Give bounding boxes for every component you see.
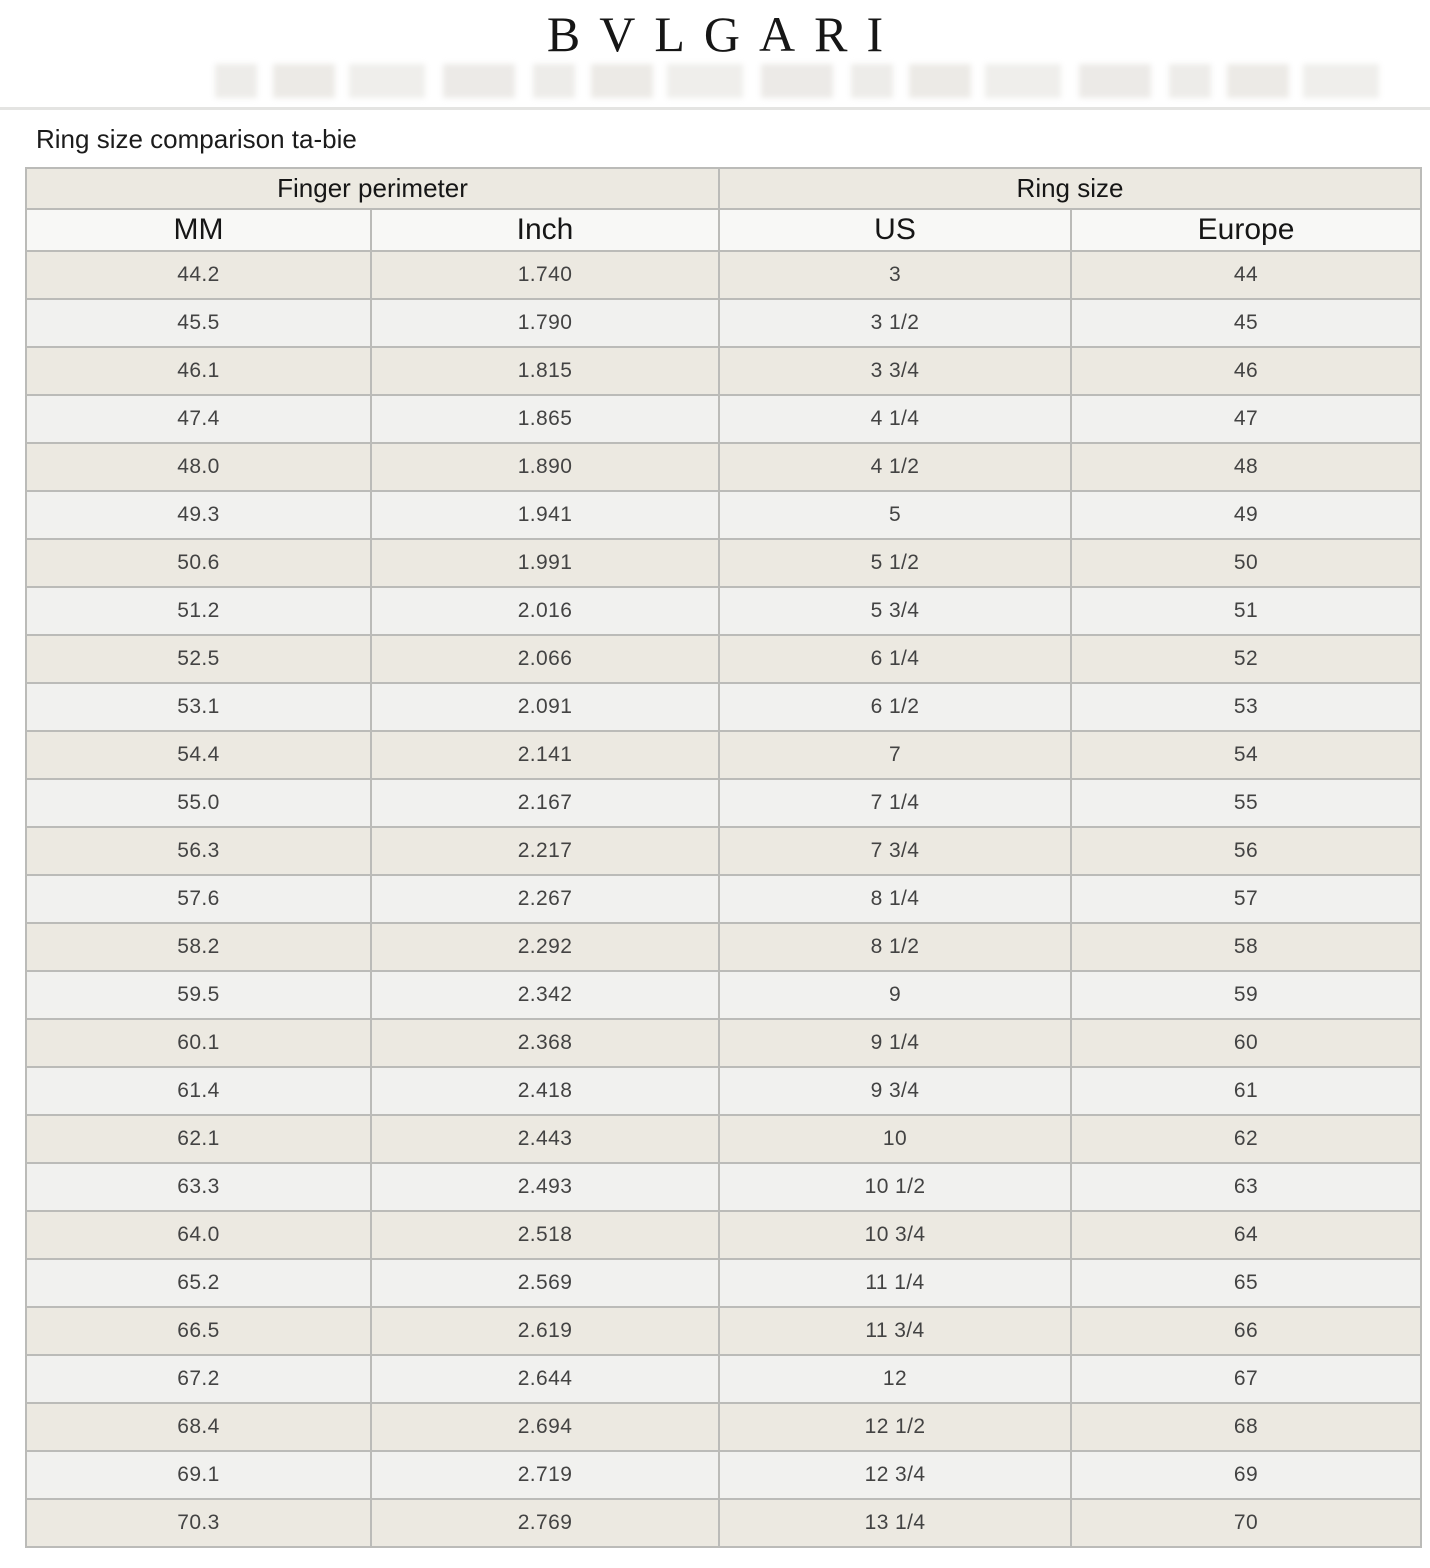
table-row	[26, 1019, 1421, 1067]
cell-us: 6 1/4	[719, 635, 1071, 683]
cell-europe: 61	[1071, 1067, 1421, 1115]
cell-europe: 51	[1071, 587, 1421, 635]
cell-us: 8 1/4	[719, 875, 1071, 923]
cell-us: 6 1/2	[719, 683, 1071, 731]
ghost-text-decoration	[215, 64, 1390, 98]
cell-mm: 49.3	[26, 491, 371, 539]
cell-us: 10 3/4	[719, 1211, 1071, 1259]
cell-inch: 1.890	[371, 443, 719, 491]
column-header-europe: Europe	[1071, 209, 1421, 251]
cell-europe: 54	[1071, 731, 1421, 779]
cell-us: 4 1/2	[719, 443, 1071, 491]
cell-mm: 65.2	[26, 1259, 371, 1307]
cell-europe: 44	[1071, 251, 1421, 299]
column-header-us: US	[719, 209, 1071, 251]
cell-us: 13 1/4	[719, 1499, 1071, 1547]
group-header-finger-perimeter: Finger perimeter	[26, 168, 719, 209]
cell-europe: 58	[1071, 923, 1421, 971]
cell-us: 9 3/4	[719, 1067, 1071, 1115]
cell-us: 4 1/4	[719, 395, 1071, 443]
cell-inch: 2.091	[371, 683, 719, 731]
cell-europe: 60	[1071, 1019, 1421, 1067]
cell-europe: 55	[1071, 779, 1421, 827]
cell-inch: 1.740	[371, 251, 719, 299]
cell-us: 7 3/4	[719, 827, 1071, 875]
cell-mm: 45.5	[26, 299, 371, 347]
cell-inch: 1.790	[371, 299, 719, 347]
cell-europe: 49	[1071, 491, 1421, 539]
cell-inch: 2.342	[371, 971, 719, 1019]
cell-us: 11 1/4	[719, 1259, 1071, 1307]
cell-europe: 65	[1071, 1259, 1421, 1307]
table-row	[26, 1211, 1421, 1259]
column-header-inch: Inch	[371, 209, 719, 251]
cell-us: 3 3/4	[719, 347, 1071, 395]
table-row	[26, 539, 1421, 587]
cell-europe: 57	[1071, 875, 1421, 923]
cell-europe: 48	[1071, 443, 1421, 491]
table-row	[26, 587, 1421, 635]
cell-us: 5	[719, 491, 1071, 539]
cell-us: 9 1/4	[719, 1019, 1071, 1067]
group-header-ring-size: Ring size	[719, 168, 1421, 209]
cell-inch: 2.569	[371, 1259, 719, 1307]
table-row	[26, 443, 1421, 491]
cell-mm: 54.4	[26, 731, 371, 779]
table-row	[26, 635, 1421, 683]
cell-inch: 2.217	[371, 827, 719, 875]
cell-mm: 52.5	[26, 635, 371, 683]
cell-inch: 2.292	[371, 923, 719, 971]
cell-europe: 66	[1071, 1307, 1421, 1355]
group-header-row	[26, 168, 1421, 209]
cell-us: 3	[719, 251, 1071, 299]
table-row	[26, 875, 1421, 923]
cell-inch: 2.769	[371, 1499, 719, 1547]
cell-europe: 52	[1071, 635, 1421, 683]
table-row	[26, 923, 1421, 971]
cell-us: 5 3/4	[719, 587, 1071, 635]
brand-logo: BVLGARI	[546, 6, 903, 62]
cell-inch: 1.815	[371, 347, 719, 395]
cell-us: 12 3/4	[719, 1451, 1071, 1499]
cell-europe: 63	[1071, 1163, 1421, 1211]
column-header-row	[26, 209, 1421, 251]
cell-inch: 2.493	[371, 1163, 719, 1211]
cell-mm: 48.0	[26, 443, 371, 491]
table-row	[26, 1307, 1421, 1355]
cell-mm: 63.3	[26, 1163, 371, 1211]
cell-inch: 2.644	[371, 1355, 719, 1403]
cell-inch: 1.991	[371, 539, 719, 587]
cell-us: 9	[719, 971, 1071, 1019]
ring-size-table-body	[26, 251, 1421, 1547]
cell-europe: 68	[1071, 1403, 1421, 1451]
cell-mm: 69.1	[26, 1451, 371, 1499]
cell-inch: 2.418	[371, 1067, 719, 1115]
cell-europe: 47	[1071, 395, 1421, 443]
cell-mm: 50.6	[26, 539, 371, 587]
cell-inch: 2.719	[371, 1451, 719, 1499]
table-row	[26, 251, 1421, 299]
cell-mm: 64.0	[26, 1211, 371, 1259]
cell-mm: 70.3	[26, 1499, 371, 1547]
cell-us: 7	[719, 731, 1071, 779]
cell-mm: 44.2	[26, 251, 371, 299]
cell-inch: 1.865	[371, 395, 719, 443]
cell-mm: 51.2	[26, 587, 371, 635]
cell-mm: 67.2	[26, 1355, 371, 1403]
table-row	[26, 1451, 1421, 1499]
cell-mm: 66.5	[26, 1307, 371, 1355]
cell-inch: 2.141	[371, 731, 719, 779]
cell-europe: 59	[1071, 971, 1421, 1019]
cell-europe: 56	[1071, 827, 1421, 875]
table-row	[26, 1067, 1421, 1115]
table-row	[26, 1259, 1421, 1307]
cell-mm: 56.3	[26, 827, 371, 875]
table-row	[26, 1499, 1421, 1547]
table-row	[26, 395, 1421, 443]
table-row	[26, 1403, 1421, 1451]
cell-us: 10 1/2	[719, 1163, 1071, 1211]
column-header-mm: MM	[26, 209, 371, 251]
cell-inch: 2.443	[371, 1115, 719, 1163]
cell-mm: 58.2	[26, 923, 371, 971]
cell-inch: 1.941	[371, 491, 719, 539]
cell-europe: 69	[1071, 1451, 1421, 1499]
cell-inch: 2.619	[371, 1307, 719, 1355]
cell-us: 7 1/4	[719, 779, 1071, 827]
cell-mm: 62.1	[26, 1115, 371, 1163]
table-row	[26, 779, 1421, 827]
table-row	[26, 683, 1421, 731]
table-row	[26, 1115, 1421, 1163]
cell-europe: 67	[1071, 1355, 1421, 1403]
cell-mm: 53.1	[26, 683, 371, 731]
cell-mm: 46.1	[26, 347, 371, 395]
cell-europe: 64	[1071, 1211, 1421, 1259]
cell-inch: 2.016	[371, 587, 719, 635]
table-row	[26, 971, 1421, 1019]
cell-us: 11 3/4	[719, 1307, 1071, 1355]
cell-us: 8 1/2	[719, 923, 1071, 971]
cell-europe: 70	[1071, 1499, 1421, 1547]
cell-inch: 2.694	[371, 1403, 719, 1451]
cell-mm: 59.5	[26, 971, 371, 1019]
ring-size-table	[25, 167, 1422, 1548]
cell-us: 12	[719, 1355, 1071, 1403]
cell-mm: 57.6	[26, 875, 371, 923]
cell-us: 3 1/2	[719, 299, 1071, 347]
cell-us: 12 1/2	[719, 1403, 1071, 1451]
table-row	[26, 1163, 1421, 1211]
brand-header	[0, 0, 1430, 107]
table-row	[26, 1355, 1421, 1403]
cell-inch: 2.368	[371, 1019, 719, 1067]
cell-us: 5 1/2	[719, 539, 1071, 587]
cell-inch: 2.267	[371, 875, 719, 923]
cell-europe: 45	[1071, 299, 1421, 347]
cell-us: 10	[719, 1115, 1071, 1163]
cell-europe: 53	[1071, 683, 1421, 731]
table-row	[26, 299, 1421, 347]
cell-mm: 61.4	[26, 1067, 371, 1115]
cell-inch: 2.167	[371, 779, 719, 827]
page-title: Ring size comparison ta-bie	[36, 124, 357, 154]
table-row	[26, 347, 1421, 395]
cell-inch: 2.066	[371, 635, 719, 683]
cell-europe: 50	[1071, 539, 1421, 587]
table-row	[26, 827, 1421, 875]
cell-europe: 62	[1071, 1115, 1421, 1163]
table-row	[26, 491, 1421, 539]
cell-mm: 60.1	[26, 1019, 371, 1067]
cell-mm: 55.0	[26, 779, 371, 827]
cell-inch: 2.518	[371, 1211, 719, 1259]
cell-mm: 68.4	[26, 1403, 371, 1451]
table-row	[26, 731, 1421, 779]
cell-europe: 46	[1071, 347, 1421, 395]
cell-mm: 47.4	[26, 395, 371, 443]
